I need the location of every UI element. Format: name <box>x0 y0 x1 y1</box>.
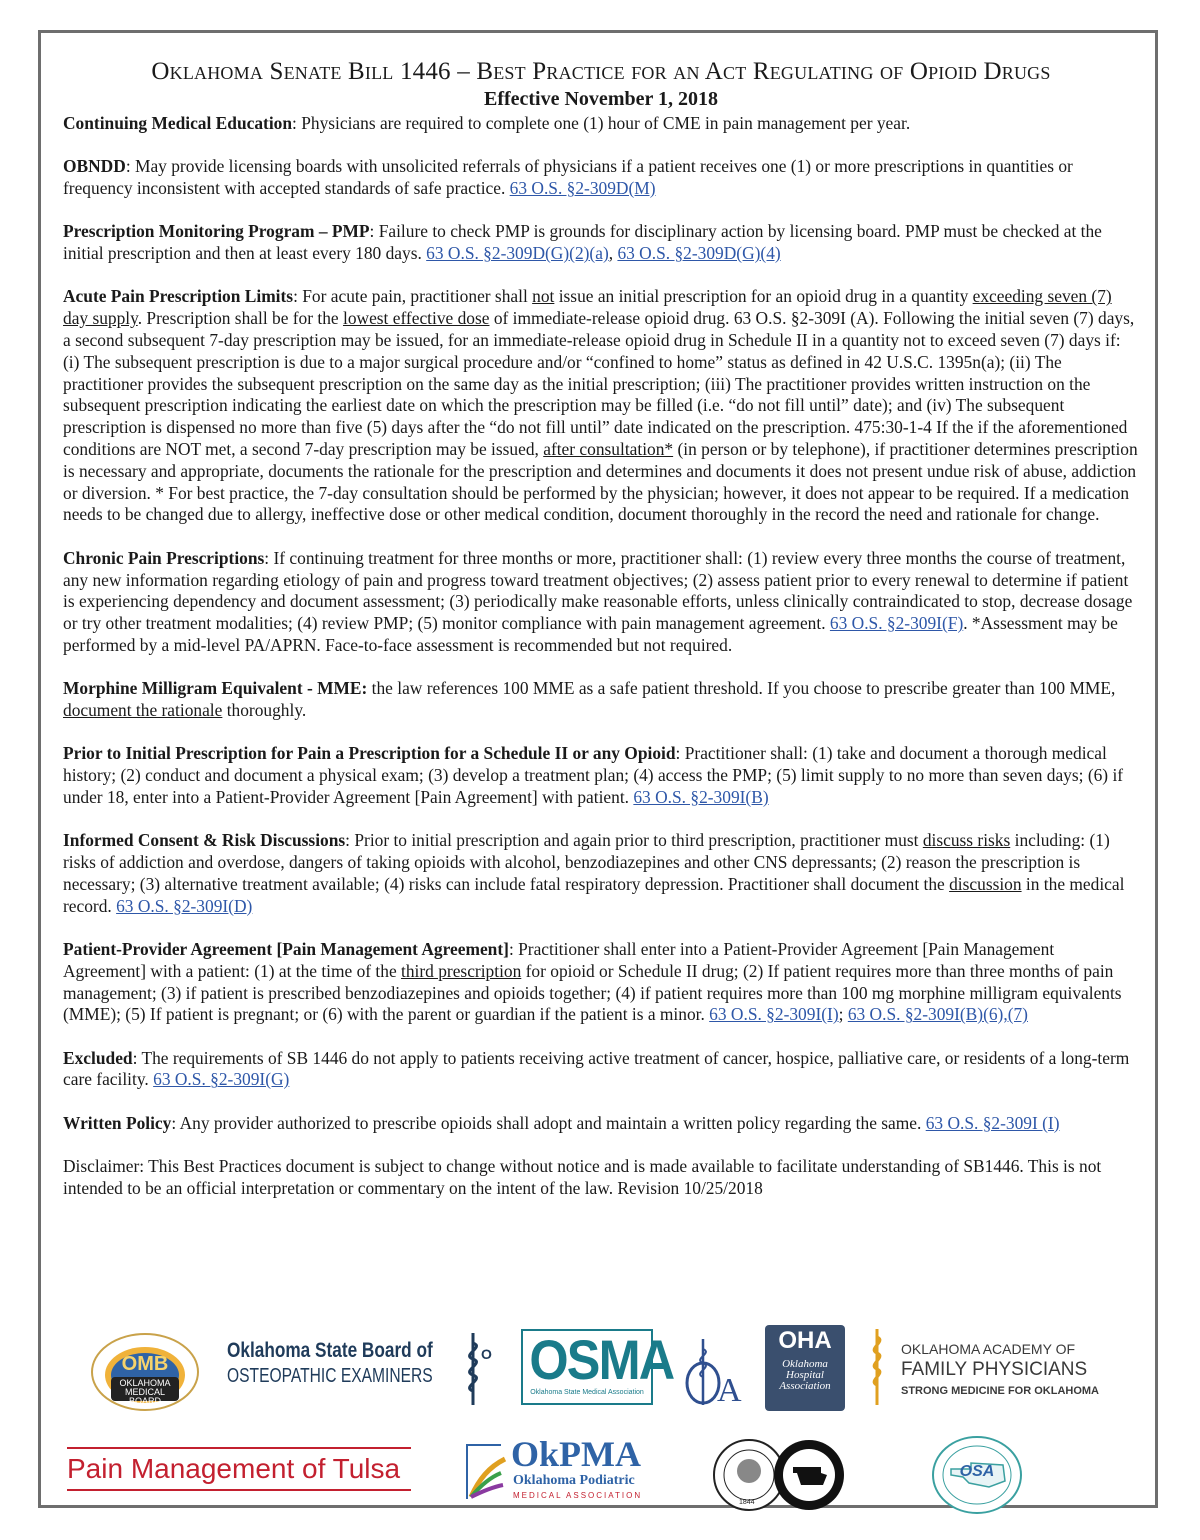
disclaimer: Disclaimer: This Best Practices document is subject to change without notice and is made available to facilitate understanding of SB1446. This is not intended to be an official interpretation or commentary on the intent of the law. Revision 10/25/2018 <box>63 1155 1102 1198</box>
statute-link[interactable]: 63 O.S. §2-309D(G)(4) <box>617 243 781 264</box>
statute-link[interactable]: 63 O.S. §2-309D(G)(2)(a) <box>426 243 609 264</box>
separator: , <box>608 243 618 264</box>
omb-logo <box>89 1331 201 1413</box>
underlined-text: lowest effective dose <box>342 308 490 329</box>
section-text: (in person or by telephone), if practitioner determines prescription is necessary and appropriate, documents the rationale for the prescription and determines and documents it does not present undue risk of abuse, addiction or diversion. * For best practice, the 7-day consultation should be performed by the physician; however, it does not appear to be required. If a medication needs to be changed due to allergy, ineffective dose or other medical condition, document thoroughly in the record the need and rationale for change. <box>63 439 1138 525</box>
apa-year: 1844 <box>739 1499 755 1506</box>
section-text: : Physicians are required to complete one (1) hour of CME in pain management per year. <box>292 113 911 133</box>
oha-line: Association <box>779 1380 831 1392</box>
section-cme <box>63 113 1139 135</box>
oafp-logo <box>865 1327 1099 1407</box>
omb-line: BOARD <box>128 1396 161 1406</box>
effective-date: Effective November 1, 2018 <box>483 88 718 110</box>
osma-caption: Oklahoma State Medical Association <box>530 1389 644 1396</box>
statute-link[interactable]: 63 O.S. §2-309I(G) <box>153 1069 290 1090</box>
section-text: issue an initial prescription for an opioid drug in a quantity <box>554 286 973 307</box>
section-text: : Prior to initial prescription and again prior to third prescription, practitioner must <box>345 830 923 851</box>
section-heading: Continuing Medical Education <box>63 113 293 133</box>
section-consent <box>63 830 1139 917</box>
document-title <box>63 57 1139 87</box>
statute-link[interactable]: 63 O.S. §2-309D(M) <box>509 178 656 199</box>
section-policy <box>63 1113 1139 1135</box>
statute-link[interactable]: 63 O.S. §2-309I(B)(6),(7) <box>847 1004 1028 1025</box>
underlined-text: discussion <box>949 873 1022 894</box>
document-body <box>63 57 1139 1506</box>
section-text: in the medical record. <box>63 873 1125 916</box>
statute-link[interactable]: 63 O.S. §2-309I(D) <box>116 895 253 916</box>
omb-line: MEDICAL <box>124 1387 165 1397</box>
logo-row-bottom <box>63 1435 1139 1525</box>
section-heading: Written Policy <box>63 1112 172 1133</box>
osteopathic-board-logo <box>227 1339 497 1405</box>
section-heading: OBNDD <box>63 156 126 177</box>
section-pmp <box>63 221 1139 265</box>
section-heading: Prescription Monitoring Program – PMP <box>63 221 370 242</box>
osma-name: OSMA <box>529 1328 674 1391</box>
section-heading: Excluded <box>63 1047 133 1068</box>
svg-text:O: O <box>481 1346 492 1362</box>
section-heading: Patient-Provider Agreement [Pain Management Agreement] <box>63 938 509 959</box>
section-text: : Failure to check PMP is grounds for disciplinary action by licensing board. PMP must be checked at the initial prescription and then at least every 180 days. <box>63 221 1102 264</box>
section-text: of immediate-release opioid drug. 63 O.S. §2-309I (A). Following the initial seven (7) days, a second subsequent 7-day prescription may be issued, for an immediate-release opioid drug in Schedule II in a quantity not to exceed seven (7) days if: (i) The subsequent prescription is due to a major surgical procedure and/or “confined to home” status as defined in 42 U.S.C. 1395n(a); (ii) The practitioner provides the subsequent prescription on the same day as the initial prescription; (iii) The practitioner provides written instruction on the subsequent prescription indicating the earliest date on which the prescription may be filled (i.e. “do not fill until” date); and (iv) The subsequent prescription is dispensed no more than five (5) days after the “do not fill until” date indicated on the prescription. 475:30-1-4 If the if the aforementioned conditions are NOT met, a second 7-day prescription may be issued, <box>63 308 1135 460</box>
apa-seals <box>709 1437 859 1513</box>
svg-text:A: A <box>717 1372 742 1409</box>
section-text: including: (1) risks of addiction and overdose, dangers of taking opioids with alcohol, benzodiazepines and other CNS depressants; (2) reason the prescription is necessary; (3) alternative treatment available; (4) risks can include fatal respiratory depression. Practitioner shall document the <box>63 830 1110 894</box>
section-heading: Acute Pain Prescription Limits <box>63 286 294 307</box>
omb-line: OKLAHOMA <box>119 1378 171 1388</box>
section-heading: Morphine Milligram Equivalent - MME: <box>63 678 368 699</box>
statute-link[interactable]: 63 O.S. §2-309I(B) <box>633 786 769 807</box>
tulsa-name: Pain Management of Tulsa <box>67 1453 401 1484</box>
title-text: Oklahoma Senate Bill 1446 – Best Practice for an Act Regulating of Opioid Drugs <box>151 58 1051 85</box>
oafp-line3: STRONG MEDICINE FOR OKLAHOMA <box>901 1385 1099 1397</box>
statute-link[interactable]: 63 O.S. §2-309I (I) <box>925 1112 1060 1133</box>
osa-name: OSA <box>959 1463 995 1480</box>
oafp-line2: FAMILY PHYSICIANS <box>901 1359 1088 1380</box>
section-text: the law references 100 MME as a safe patient threshold. If you choose to prescribe greater than 100 MME, <box>367 678 1116 699</box>
section-chronic <box>63 548 1139 657</box>
oha-caption <box>765 1359 845 1392</box>
section-agreement <box>63 939 1139 1026</box>
underlined-text: exceeding seven (7) day supply <box>63 286 1112 329</box>
oha-line: Hospital <box>786 1369 824 1381</box>
okpma-name: OkPMA <box>511 1434 641 1474</box>
section-text: for opioid or Schedule II drug; (2) If patient requires more than three months of pain management; (3) if patient is prescribed benzodiazepines and opioids together; (4) if patient requires more than 100 mg morphine milligram equivalents (MME); (5) If patient is pregnant; or (6) with the parent or guardian if the patient is a minor. <box>63 960 1122 1025</box>
statute-link[interactable]: 63 O.S. §2-309I(I) <box>709 1004 839 1025</box>
osteo-line2: OSTEOPATHIC EXAMINERS <box>227 1365 433 1387</box>
apa-seal-icon <box>709 1437 859 1513</box>
section-acute <box>63 286 1139 526</box>
underlined-text: document the rationale <box>63 700 223 721</box>
page-frame <box>38 30 1158 1508</box>
section-excluded <box>63 1048 1139 1092</box>
section-heading: Informed Consent & Risk Discussions <box>63 830 346 851</box>
section-text: : Any provider authorized to prescribe opioids shall adopt and maintain a written policy regarding the same. <box>171 1112 926 1133</box>
oafp-line1: OKLAHOMA ACADEMY OF <box>901 1341 1076 1357</box>
section-obndd <box>63 156 1139 200</box>
section-heading: Prior to Initial Prescription for Pain a Prescription for a Schedule II or any Opioid <box>63 743 676 764</box>
section-text: : For acute pain, practitioner shall <box>293 286 533 307</box>
osteo-line1: Oklahoma State Board of <box>227 1339 433 1362</box>
underlined-text: third prescription <box>401 960 522 981</box>
okpma-line1: Oklahoma Podiatric <box>513 1473 635 1488</box>
section-heading: Chronic Pain Prescriptions <box>63 547 265 568</box>
underlined-text: discuss risks <box>922 830 1011 851</box>
section-text: . *Assessment may be performed by a mid-level PA/APRN. Face-to-face assessment is recommended but not required. <box>63 613 1118 655</box>
omb-caption <box>89 1379 201 1406</box>
section-text: : The requirements of SB 1446 do not apply to patients receiving active treatment of cancer, hospice, palliative care, or residents of a long-term care facility. <box>63 1047 1130 1090</box>
staff-icon <box>865 1327 891 1407</box>
osma-logo <box>521 1328 674 1405</box>
oha-logo <box>765 1325 845 1411</box>
ooa-logo <box>681 1333 745 1409</box>
section-text: thoroughly. <box>222 700 307 721</box>
foot-icon <box>461 1439 511 1505</box>
statute-link[interactable]: 63 O.S. §2-309I(F) <box>829 613 964 634</box>
separator: ; <box>838 1004 848 1025</box>
osa-logo <box>929 1435 1025 1515</box>
section-text: : If continuing treatment for three months or more, practitioner shall: (1) review every three months the course of treatment, any new information regarding etiology of pain and progress toward treatment objectives; (2) assess patient prior to every renewal to determine if patient is experiencing dependency and document assessment; (3) periodically make reasonable efforts, unless clinically contraindicated to stop, decrease dosage or try other treatment modalities; (4) review PMP; (5) monitor compliance with pain management agreement. <box>63 547 1133 634</box>
omb-name: OMB <box>121 1353 169 1375</box>
divider <box>67 1489 411 1491</box>
oha-name: OHA <box>778 1327 832 1354</box>
section-mme <box>63 678 1139 722</box>
caduceus-icon <box>455 1329 497 1409</box>
section-prior <box>63 743 1139 808</box>
okpma-logo <box>461 1435 657 1509</box>
oha-line: Oklahoma <box>782 1358 828 1370</box>
underlined-text: not <box>532 286 555 307</box>
section-text: . Prescription shall be for the <box>137 308 343 329</box>
section-text: : Practitioner shall enter into a Patient-Provider Agreement [Pain Management Agreement] with a patient: (1) at the time of the <box>63 938 1055 981</box>
underlined-text: after consultation* <box>543 439 674 460</box>
okpma-line2: MEDICAL ASSOCIATION <box>513 1491 643 1500</box>
section-text: : Practitioner shall: (1) take and document a thorough medical history; (2) conduct and document a physical exam; (3) develop a treatment plan; (4) access the PMP; (5) limit supply to no more than seven days; (6) if under 18, enter into a Patient-Provider Agreement [Pain Agreement] with patient. <box>63 743 1124 807</box>
section-text: : May provide licensing boards with unsolicited referrals of physicians if a patient receives one (1) or more prescriptions in quantities or frequency inconsistent with accepted standards of safe practice. <box>63 156 1073 199</box>
logo-row-top <box>63 1321 1139 1421</box>
tulsa-logo <box>67 1447 411 1503</box>
